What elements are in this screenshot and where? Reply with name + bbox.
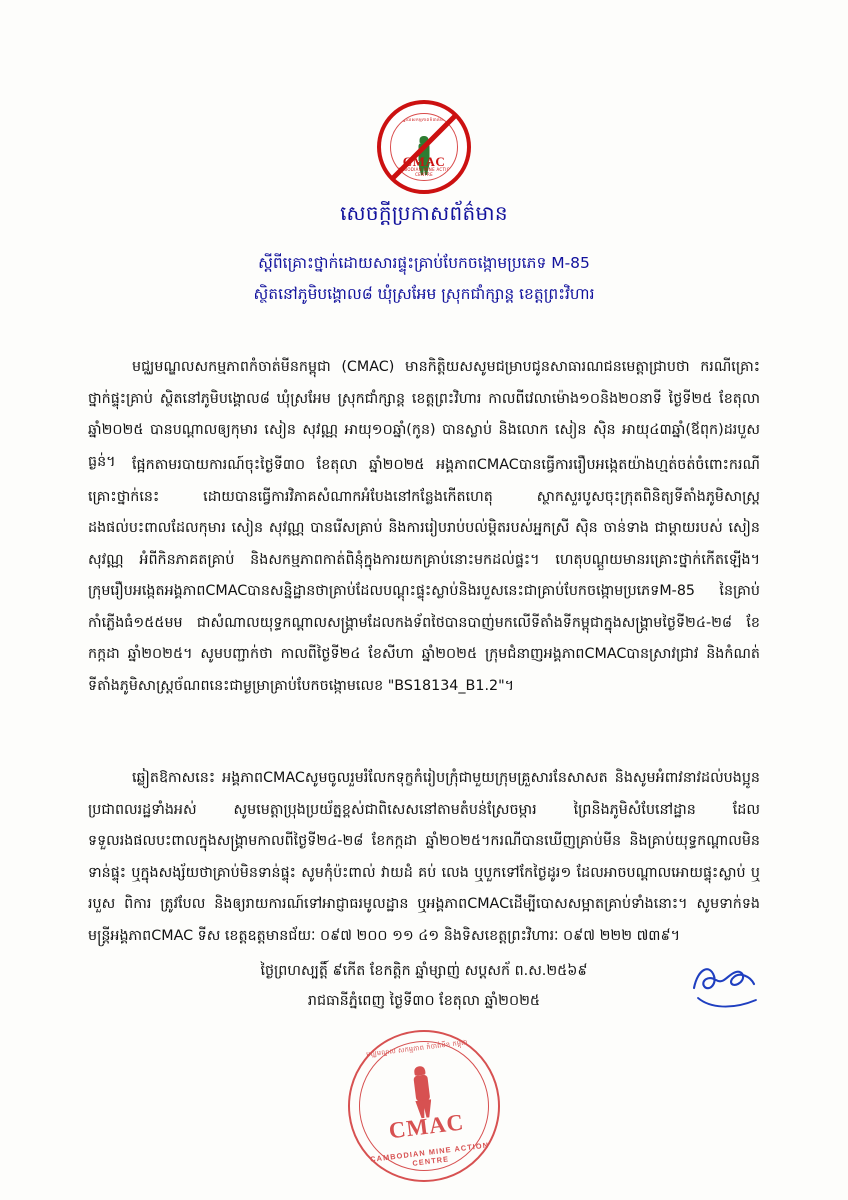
logo-ring-top-text: មជ្ឈមណ្ឌលសកម្មភាពកំចាត់មីនកម្ពុជា <box>391 117 457 122</box>
cmac-logo-inner-ring <box>390 113 458 181</box>
stamp-top-text: មជ្ឈមណ្ឌល សកម្មភាព កំចាត់មីន កម្ពុជា <box>365 1038 469 1059</box>
logo-ring-bottom-text: CAMBODIAN MINE ACTION CENTRE <box>394 167 454 177</box>
document-subtitle <box>0 248 848 310</box>
stamp-bottom-text: CAMBODIAN MINE ACTION CENTRE <box>369 1140 490 1168</box>
signature-mark <box>688 958 762 1012</box>
paragraph-2: ផ្អែកតាមរបាយការណ៍ចុះថ្ងៃទី៣០ ខែតុលា ឆ្នាំ២០២៥ អង្គភាពCMACបានធ្វើការរឿបអង្កេតយ៉ាងហ្មត់ចត់ចំពោះករណីគ្រោះថ្នាក់នេះ ដោយបានធ្វើការវិភាគសំណាកអំបែងនៅកន្លែងកើតហេតុ ស្ថាកសួរបូសចុះក្រុតពិនិត្យទីតាំងភូមិសាស្ត្រដងផល់បះពាលដែលកុមារ សៀន សុវណ្ណ បានរើសគ្រាប់ និងការរៀបរាប់បល់ម្ដិតរបស់អ្នកស្រី សុិន ចាន់ទាង ជាម្ដាយរបស់ សៀន សុវណ្ណ អំពីកិនភាគតគ្រាប់ និងសកម្មភាពកាត់ពិនុំក្នុងការយកគ្រាប់នោះមកដល់ផ្ទះ។ ហេតុបណ្ដួយមានរគ្រោះថ្នាក់កើតឡើង។ ក្រុមរឿបអង្កេតអង្គភាពCMACបានសន្និដ្ឋានថាគ្រាប់ដែលបណ្ដុះផ្ទុះស្លាប់និងរបួសនេះជាគ្រាប់បែកចង្កោមប្រភេទM-85 នៃគ្រាប់កាំភ្លើងធំ១៥៥មម ជាសំណាលយុទ្ធកណ្ដាលសង្គ្រាមដែលកងទ័ពថៃបានបាញ់មកលើទីតាំងទីកម្ពុជាក្នុងសង្គ្រាមថ្ងៃទី២៤-២៨ ខែកក្កដា ឆ្នាំ២០២៥។ សូមបញ្ជាក់ថា កាលពីថ្ងៃទី២៤ ខែសីហា ឆ្នាំ២០២៥ ក្រុមជំនាញអង្គភាពCMACបានស្រាវជ្រាវ និងកំណត់ទីតាំងភូមិសាស្ត្រច័ណពនេះជាម្ងម្រាគ្រាប់បែកចង្កោមលេខ "BS18134_B1.2"។ <box>88 457 760 694</box>
cmac-logo-circle <box>377 100 471 194</box>
subtitle-line-2: ស្ថិតនៅភូមិបង្គោល៨ ឃុំស្រអែម ស្រុកជាំក្សាន្ដ ខេត្ដព្រះវិហារ <box>253 285 595 303</box>
subtitle-line-1: ស្ដីពីគ្រោះថ្នាក់ដោយសារផ្ទុះគ្រាប់បែកចង្កោមប្រភេទ M-85 <box>258 254 590 272</box>
signoff-place-date: រាជធានីភ្នំពេញ ថ្ងៃទី៣០ ខែតុលា ឆ្នាំ២០២៥ <box>307 993 541 1009</box>
paragraph-3-block <box>88 763 760 952</box>
paragraph-3: ឆ្លៀតឱកាសនេះ អង្គភាពCMACសូមចូលរួមរំលែកទុក្ខកំរៀបក្រុំជាមួយក្រុមគ្រួសារនែសាសត និងសូមអំពាវនាវដល់បងប្អូនប្រជាពលរដ្ឋទាំងអស់ សូមមេត្តាប្រុងប្រយ័ត្នខ្ពស់ជាពិសេសនៅតាមតំបន់ស្រែចម្ការ ព្រៃនិងភូមិសំបែនៅដ្ឋាន ដែលទទួលរងផលបះពាលក្នុងសង្គ្រាមកាលពីថ្ងៃទី២៤-២៨ ខែកក្កដា ឆ្នាំ២០២៥។ករណីបានឃើញគ្រាប់មីន និងគ្រាប់យុទ្ធកណ្ដាលមិនទាន់ផ្ទុះ ឬក្នុងសង្ស័យថាគ្រាប់មិនទាន់ផ្ទុះ សូមកុំប៉ះពាល់ វាយដំ គប់ លេង ឬបួកទៅកែថ្ងៃដូរ១ ដែលអាចបណ្ដាលអោយផ្ទុះស្លាប់ ឬរបួស ពិការ ត្រូវបែល និងឲ្យរាយការណ៍ទៅអាជ្ញាធរមូលដ្ឋាន ឬអង្គភាពCMACដើម្បីបោសសម្អាតគ្រាប់ទាំងនោះ។ សូមទាក់ទងមន្ត្រីអង្គភាពCMAC ទីស ខេត្ដឧត្ដមានជ័យៈ ០៩៧ ២០០ ១១ ៤១ និងទិសខេត្ដព្រះវិហារៈ ០៩៧ ២២២ ៧៣៩។ <box>88 770 760 944</box>
paragraph-2-block <box>88 450 760 702</box>
stamp-center-text: CMAC <box>387 1109 466 1144</box>
organization-logo <box>0 100 848 194</box>
page-title: សេចក្ដីប្រកាសព័ត៌មាន <box>340 201 508 225</box>
official-stamp <box>339 1021 508 1190</box>
paragraph-1: មជ្ឈមណ្ឌលសកម្មភាពកំចាត់មីនកម្ពុជា (CMAC) មានកិត្តិយសសូមជម្រាបជូនសាធារណជនមេត្តាជ្រាបថា ករណីគ្រោះថ្នាក់ផ្ទុះគ្រាប់ ស្ថិតនៅភូមិបង្គោល៨ ឃុំស្រអែម ស្រុកជាំក្សាន្ដ ខេត្ដព្រះវិហារ កាលពីវេលាម៉ោង១០និង២០នាទី ថ្ងៃទី២៥ ខែតុលា ឆ្នាំ២០២៥ បានបណ្ដាលឲ្យកុមារ សៀន សុវណ្ណ អាយុ១០ឆ្នាំ(កូន) បានស្លាប់ និងលោក សៀន សុិន អាយុ៤៣ឆ្នាំ(ឪពុក)ដរបួសធ្ងន់។ <box>88 359 760 470</box>
logo-abbr-text: CMAC <box>402 154 446 169</box>
signoff-date-buddhist: ថ្ងៃព្រហស្បត្ដិ៍ ៩កើត ខែកត្ដិក ឆ្នាំម្សាញ់ សប្ដសក័ ព.ស.២៥៦៩ <box>260 963 588 979</box>
